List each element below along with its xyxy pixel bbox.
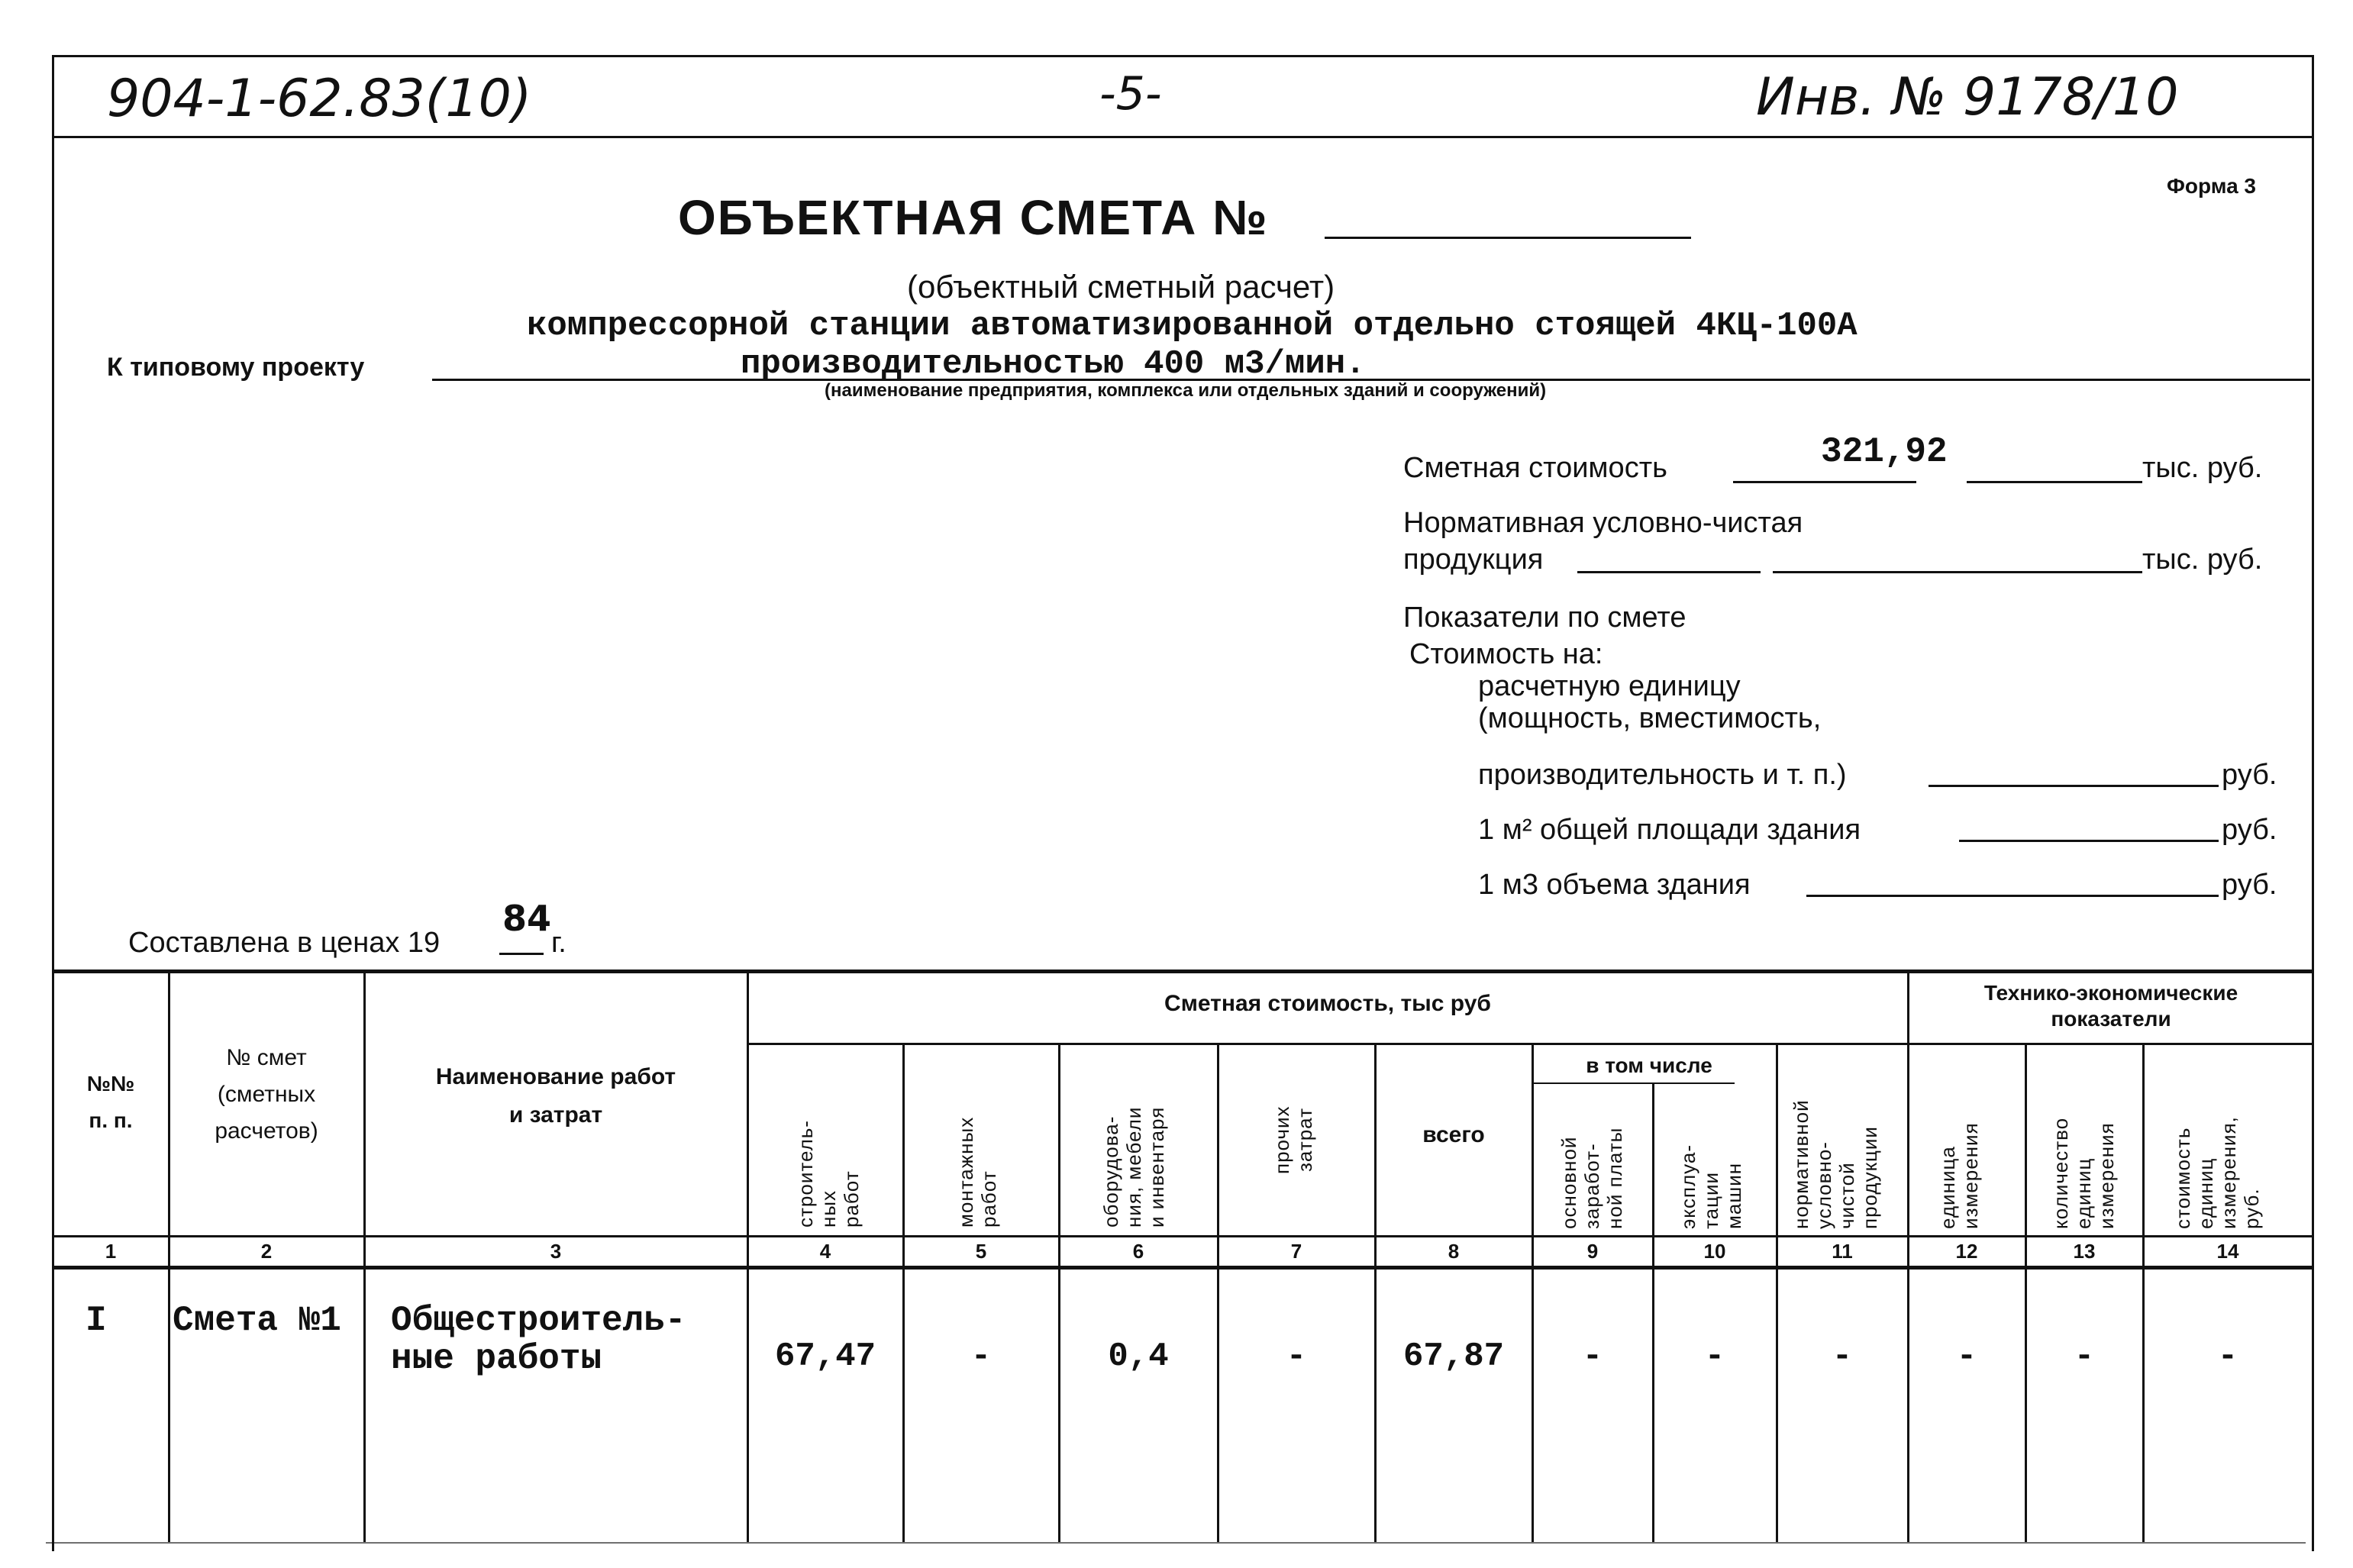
row-c8: 67,87 [1402, 1337, 1505, 1376]
header-c9-l1: основной [1557, 1136, 1580, 1229]
col-line-4 [902, 1044, 905, 1542]
volume-unit: руб. [2222, 869, 2277, 901]
normative-label-1: Нормативная условно-чистая [1403, 507, 1803, 539]
prices-label: Составлена в ценах 19 [128, 927, 441, 959]
indicators-label: Показатели по смете [1403, 602, 1686, 634]
header-c9-l2: заработ- [1580, 1143, 1603, 1229]
header-c13-l1: количество [2049, 1117, 2072, 1229]
header-c6-l2: ния, мебели [1122, 1106, 1145, 1228]
header-c14-l2: единиц [2194, 1157, 2217, 1229]
header-c14-l1: стоимость [2171, 1127, 2194, 1229]
header-tech-group-line2: показатели [2051, 1007, 2171, 1031]
header-c11-l2: условно- [1812, 1141, 1835, 1229]
header-c10-l1: эксплуа- [1677, 1144, 1699, 1229]
row-c6: 0,4 [1108, 1337, 1169, 1376]
header-work-name-line1: Наименование работ [435, 1064, 676, 1089]
header-c5 [954, 1052, 1000, 1228]
normative-line-b [1773, 571, 2142, 573]
frame-top [53, 55, 2313, 57]
col-line-9 [1652, 1084, 1654, 1542]
row-c9: - [1582, 1337, 1603, 1376]
colnum-4: 4 [819, 1240, 831, 1263]
prices-year-line [499, 953, 544, 955]
colnum-9: 9 [1586, 1240, 1599, 1263]
colnum-14: 14 [2216, 1240, 2239, 1263]
header-c4-l3: работ [840, 1170, 863, 1228]
unit-calc-1: расчетную единицу [1478, 670, 1741, 702]
header-cost-group: Сметная стоимость, тыс руб [1164, 991, 1491, 1016]
header-estimate-no-line2: (сметных [217, 1082, 316, 1107]
header-c12-l2: измерения [1959, 1122, 1982, 1229]
colnum-5: 5 [975, 1240, 987, 1263]
frame-left [52, 55, 54, 1551]
cost-per-label: Стоимость на: [1409, 638, 1603, 670]
row-estimate: Смета №1 [173, 1301, 341, 1341]
colnum-13: 13 [2073, 1240, 2096, 1263]
unit-calc-3: производительность и т. п.) [1478, 759, 1847, 791]
colnum-2: 2 [260, 1240, 273, 1263]
colnum-10: 10 [1703, 1240, 1726, 1263]
row-c10: - [1704, 1337, 1725, 1376]
header-c10-l3: машин [1722, 1162, 1745, 1229]
col-line-10 [1776, 1044, 1778, 1542]
row-c14: - [2217, 1337, 2238, 1376]
prices-suffix: г. [551, 927, 566, 959]
colnum-1: 1 [105, 1240, 117, 1263]
header-c6 [1099, 1052, 1168, 1228]
unit-calc-line [1929, 785, 2219, 787]
colnum-7: 7 [1290, 1240, 1302, 1263]
col-line-3 [747, 971, 749, 1542]
header-c10 [1677, 1090, 1745, 1229]
normative-unit: тыс. руб. [2142, 544, 2263, 576]
header-num-line2: п. п. [89, 1108, 133, 1132]
frame-bottom [46, 1542, 2306, 1544]
unit-calc-unit: руб. [2222, 759, 2277, 791]
table-body-line [52, 1266, 2313, 1270]
header-c7-l1: прочих [1270, 1105, 1293, 1174]
header-c9-l3: ной платы [1603, 1127, 1626, 1229]
header-c14-l4: руб. [2240, 1188, 2263, 1229]
col-line-13 [2142, 1044, 2145, 1542]
col-line-12 [2025, 1044, 2027, 1542]
header-c10-l2: тации [1699, 1171, 1722, 1229]
col-line-11 [1907, 971, 1909, 1542]
cost-label: Сметная стоимость [1403, 452, 1667, 484]
page-title: ОБЪЕКТНАЯ СМЕТА № [678, 190, 1269, 245]
header-c5-l2: работ [977, 1170, 1000, 1228]
header-num [55, 1066, 166, 1139]
normative-label-2: продукция [1403, 544, 1544, 576]
colnum-11: 11 [1832, 1240, 1853, 1263]
header-c8: всего [1422, 1122, 1485, 1147]
col-line-2 [363, 971, 366, 1542]
row-num: I [86, 1301, 107, 1341]
cost-value: 321,92 [1821, 432, 1948, 472]
unit-calc-2: (мощность, вместимость, [1478, 702, 1822, 734]
header-c4 [794, 1052, 863, 1228]
area-label: 1 м² общей площади здания [1478, 814, 1861, 846]
header-c11-l4: продукции [1858, 1126, 1881, 1229]
cost-line-b [1967, 481, 2142, 483]
object-name-line2: производительностью 400 м3/мин. [741, 345, 1366, 383]
volume-label: 1 м3 объема здания [1478, 869, 1751, 901]
inventory-number: Инв. № 9178/10 [1756, 67, 2179, 127]
header-including: в том числе [1586, 1053, 1712, 1077]
row-name-2: ные работы [391, 1339, 602, 1379]
frame-right [2312, 55, 2314, 1551]
normative-line-a [1577, 571, 1761, 573]
header-estimate-no-line1: № смет [226, 1045, 307, 1070]
header-tech-group-line1: Технико-экономические [1983, 981, 2238, 1005]
header-c12 [1936, 1069, 1982, 1229]
subtitle: (объектный сметный расчет) [907, 269, 1335, 305]
header-c12-l1: единица [1936, 1146, 1959, 1229]
cost-unit: тыс. руб. [2142, 452, 2263, 484]
header-c6-l1: оборудова- [1099, 1115, 1122, 1228]
volume-line [1806, 895, 2219, 897]
row-c5: - [970, 1337, 992, 1376]
row-c7: - [1286, 1337, 1307, 1376]
cost-line-a [1733, 481, 1916, 483]
header-c13-l3: измерения [2095, 1122, 2118, 1229]
form-label: Форма 3 [2167, 174, 2257, 198]
col-line-5 [1058, 1044, 1060, 1542]
colnum-3: 3 [550, 1240, 562, 1263]
header-work-name-line2: и затрат [508, 1102, 603, 1128]
title-number-line [1325, 237, 1691, 239]
header-c4-l2: ных [817, 1189, 840, 1228]
prices-year: 84 [502, 898, 552, 939]
header-c7-l2: затрат [1293, 1108, 1316, 1172]
header-estimate-no-line3: расчетов) [215, 1118, 318, 1144]
colnum-6: 6 [1132, 1240, 1144, 1263]
table-group-line-tech [1907, 1043, 2313, 1045]
document-code: 904-1-62.83(10) [107, 69, 532, 129]
header-c5-l1: монтажных [954, 1116, 977, 1228]
object-name-line1: компрессорной станции автоматизированной отдельно стоящей 4КЦ-100А [527, 307, 1858, 345]
table-colnum-line [52, 1235, 2313, 1237]
header-c6-l3: и инвентаря [1145, 1106, 1168, 1228]
header-c14-l3: измерения, [2217, 1116, 2240, 1229]
col-line-8 [1532, 1044, 1534, 1542]
header-c11-l3: чистой [1835, 1162, 1858, 1229]
header-tech-group [1910, 980, 2312, 1032]
row-c13: - [2074, 1337, 2095, 1376]
name-caption: (наименование предприятия, комплекса или отдельных зданий и сооружений) [825, 380, 1547, 401]
header-c11 [1790, 1047, 1881, 1229]
header-c13-l2: единиц [2072, 1157, 2095, 1229]
table-group-line-cost [747, 1043, 1907, 1045]
header-c14 [2171, 1069, 2263, 1229]
row-name-1: Общестроитель- [391, 1301, 686, 1341]
header-num-line1: №№ [86, 1072, 135, 1095]
header-c7 [1270, 1052, 1316, 1228]
colnum-12: 12 [1955, 1240, 1978, 1263]
header-divider [53, 136, 2313, 138]
table-top-line [52, 970, 2313, 973]
table-including-line [1533, 1082, 1735, 1084]
header-c4-l1: строитель- [794, 1120, 817, 1228]
area-unit: руб. [2222, 814, 2277, 846]
area-line [1959, 840, 2219, 842]
header-work-name [366, 1058, 745, 1134]
header-c9 [1557, 1090, 1626, 1229]
header-c11-l1: нормативной [1790, 1099, 1812, 1229]
project-label: К типовому проекту [107, 353, 365, 382]
col-line-7 [1374, 1044, 1377, 1542]
page-number: -5- [1099, 67, 1162, 121]
col-line-1 [168, 971, 170, 1542]
col-line-6 [1217, 1044, 1219, 1542]
row-c4: 67,47 [774, 1337, 876, 1376]
colnum-8: 8 [1448, 1240, 1460, 1263]
row-c12: - [1956, 1337, 1977, 1376]
row-c11: - [1832, 1337, 1853, 1376]
header-c13 [2049, 1061, 2118, 1229]
header-estimate-no [171, 1040, 362, 1150]
